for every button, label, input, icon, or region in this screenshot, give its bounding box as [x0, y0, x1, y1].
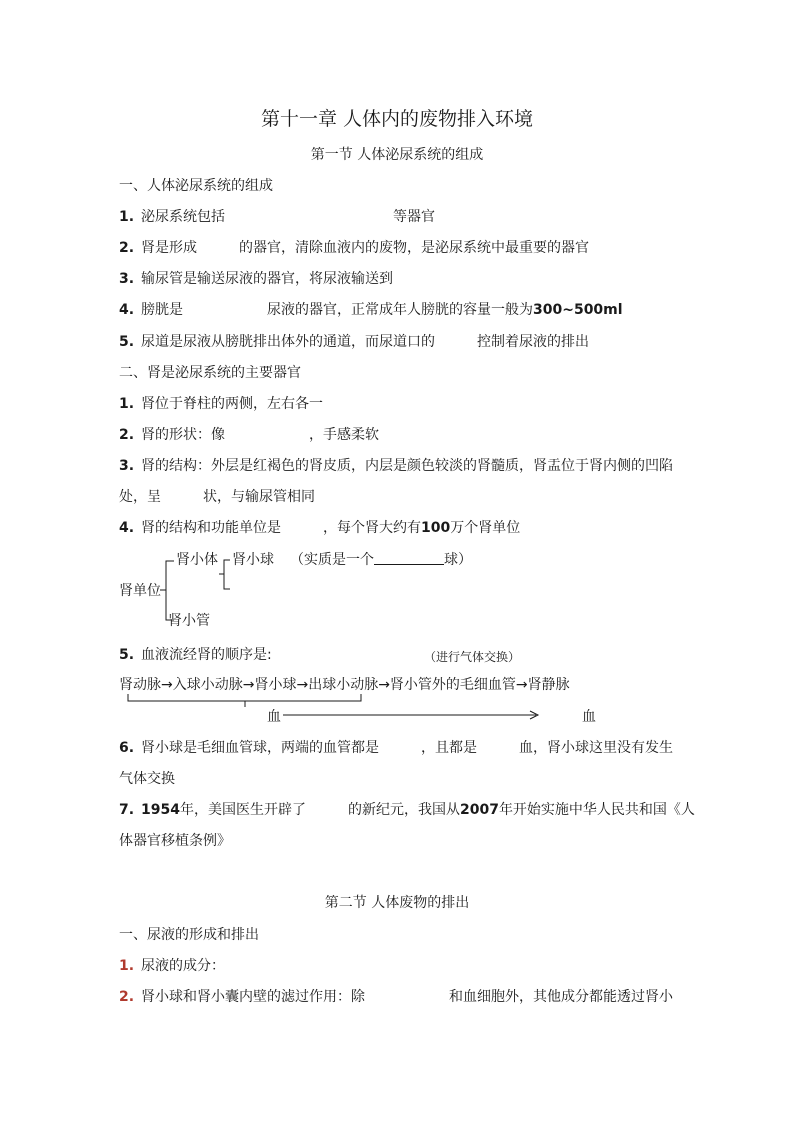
- item-text: 肾的形状：像: [141, 427, 225, 443]
- item-text: 输尿管是输送尿液的器官，将尿液输送到: [141, 271, 393, 287]
- blood-label-right: 血: [582, 709, 596, 725]
- item-text: 1954: [141, 802, 180, 818]
- item-text: 泌尿系统包括: [141, 209, 225, 225]
- item-text: 肾小球和肾小囊内壁的滤过作用：除: [141, 989, 365, 1005]
- item-text: 肾位于脊柱的两侧，左右各一: [141, 396, 323, 412]
- item-text: 状，与输尿管相同: [203, 489, 315, 505]
- item-number: 5.: [119, 334, 135, 350]
- item-text: 控制着尿液的排出: [477, 334, 589, 350]
- item-text: 年开始实施中华人民共和国《人: [498, 802, 695, 818]
- nephron-note-start: （实质是一个: [290, 552, 374, 568]
- item-text: 血液流经肾的顺序是:: [141, 647, 272, 663]
- section2-title: 第二节 人体废物的排出: [324, 895, 470, 911]
- item-number: 5.: [119, 647, 135, 663]
- item-text: 的新纪元，我国从: [347, 802, 460, 818]
- item-number: 3.: [119, 271, 135, 287]
- item-text: ，每个肾大约有: [323, 520, 421, 536]
- item-text: 300~500ml: [533, 302, 623, 318]
- list-item: [119, 739, 673, 757]
- list-item-continued: 体器官移植条例》: [119, 833, 231, 849]
- gas-exchange-note: （进行气体交换）: [424, 650, 521, 664]
- item-number: 1.: [119, 958, 135, 974]
- item-text: ，且都是: [421, 740, 477, 756]
- item-text: 等器官: [393, 209, 435, 225]
- item-text: ，手感柔软: [309, 427, 379, 443]
- blood-flow-path: 肾动脉→入球小动脉→肾小球→出球小动脉→肾小管外的毛细血管→肾静脉: [119, 677, 570, 693]
- nephron-tubule-label: 肾小管: [168, 613, 210, 629]
- item-number: 2.: [119, 989, 135, 1005]
- item-number: 1.: [119, 209, 135, 225]
- nephron-corpuscle-label: 肾小体: [176, 552, 218, 568]
- item-text: 肾小球是毛细血管球，两端的血管都是: [141, 740, 379, 756]
- item-text: 处，呈: [119, 489, 161, 505]
- item-text: 年，美国医生开辟了: [179, 802, 306, 818]
- list-item-continued: 气体交换: [119, 771, 175, 787]
- section1-title: 第一节 人体泌尿系统的组成: [310, 147, 484, 163]
- heading-urinary-composition: 一、人体泌尿系统的组成: [119, 178, 273, 194]
- item-text: 万个肾单位: [450, 520, 521, 536]
- heading-kidney-main-organ: 二、肾是泌尿系统的主要器官: [119, 365, 301, 381]
- blood-path-bracket: [128, 694, 361, 701]
- list-item: [119, 957, 225, 975]
- item-text: 尿道是尿液从膀胱排出体外的通道，而尿道口的: [141, 334, 435, 350]
- list-item: [119, 988, 673, 1006]
- item-text: 肾的结构和功能单位是: [141, 520, 281, 536]
- item-number: 7.: [119, 802, 135, 818]
- item-number: 6.: [119, 740, 135, 756]
- nephron-root-label: 肾单位: [119, 583, 161, 599]
- item-number: 4.: [119, 302, 135, 318]
- nephron-glomerulus-label: 肾小球: [232, 552, 274, 568]
- item-number: 1.: [119, 396, 135, 412]
- blood-label-left: 血: [267, 709, 281, 725]
- item-text: 的器官，清除血液内的废物，是泌尿系统中最重要的器官: [239, 240, 589, 256]
- item-text: 尿液的器官，正常成年人膀胱的容量一般为: [267, 302, 533, 318]
- corpuscle-sub-bracket: [224, 560, 230, 589]
- item-text: 血，肾小球这里没有发生: [519, 740, 673, 756]
- heading-urine-formation: 一、尿液的形成和排出: [119, 927, 259, 943]
- item-number: 2.: [119, 240, 135, 256]
- nephron-main-bracket: [166, 561, 174, 620]
- item-text: 2007: [459, 802, 499, 818]
- nephron-note-end: 球）: [444, 552, 472, 568]
- item-text: 膀胱是: [141, 302, 183, 318]
- list-item: [119, 801, 695, 819]
- item-text: 尿液的成分：: [141, 958, 225, 974]
- item-text: 肾的结构：外层是红褐色的肾皮质，内层是颜色较淡的肾髓质，肾盂位于肾内侧的凹陷: [141, 458, 673, 474]
- item-number: 2.: [119, 427, 135, 443]
- item-number: 3.: [119, 458, 135, 474]
- item-number: 4.: [119, 520, 135, 536]
- item-text: 和血细胞外，其他成分都能透过肾小: [449, 989, 673, 1005]
- item-text: 肾是形成: [141, 240, 197, 256]
- item-text: 100: [421, 520, 451, 536]
- chapter-title: 第十一章 人体内的废物排入环境: [260, 108, 534, 130]
